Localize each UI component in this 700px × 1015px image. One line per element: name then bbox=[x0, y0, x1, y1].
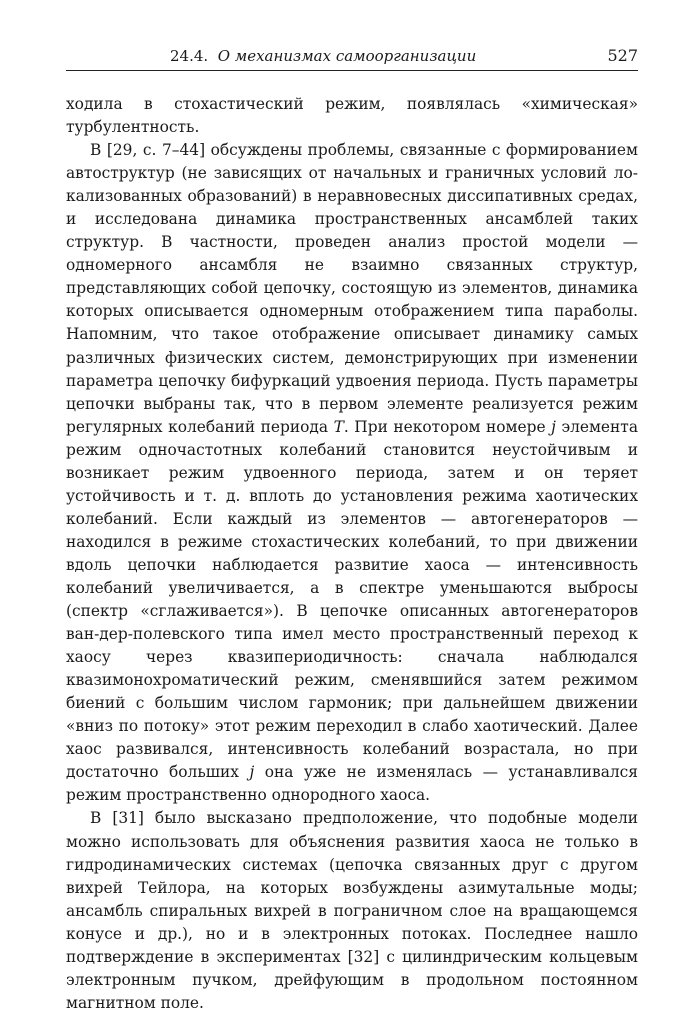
math-variable-j: j bbox=[551, 417, 556, 436]
running-header bbox=[66, 44, 638, 71]
body-text bbox=[66, 93, 638, 1015]
paragraph-electron-flows: В [31] было высказано предположение, что подобные модели можно использовать для объяснения развития хаоса не только в гидродинамических системах (цепочка связанных друг с другом вихрей Тейлора, на которых возбуждены азимутальные моды; ансамбль спиральных вихрей в пограничном слое на вращающемся конусе и др.), но и в электронных потоках. Последнее нашло подтверждение в экспериментах [32] с цилиндрическим кольцевым электронным пучком, дрейфующим в продольном постоянном магнитном поле. bbox=[66, 809, 638, 1012]
paragraph-text: элемента режим одночастотных колебаний становится неустойчивым и возникает режим удвоенного периода, затем и он теряет устойчивость и т. д. вплоть до установления режима хаотических колебаний. Если каждый из элементов — автогенераторов — находился в режиме стохастических колебаний, то при движении вдоль цепочки наблюдается развитие хаоса — интенсивность колебаний увеличивается, а в спектре уменьшаются выбросы (спектр «сглаживается»). В цепочке описанных автогенераторов ван-дер-полевского типа имел место пространственный переход к хаосу через квазипериодичность: сначала наблюдался квазимонохроматический режим, сменявшийся затем режимом биений с большим числом гармоник; при дальнейшем движении «вниз по потоку» этот режим переходил в слабо хаотический. Далее хаос развивался, интенсивность колебаний возрастала, но при достаточно больших bbox=[66, 417, 638, 782]
paragraph-text: . При некотором номере bbox=[343, 417, 552, 436]
section-title: О механизмах самоорганизации bbox=[217, 47, 477, 65]
book-page bbox=[66, 44, 638, 1015]
page-number: 527 bbox=[607, 46, 638, 65]
running-header-title bbox=[170, 47, 476, 65]
paragraph-continuation: ходила в стохастический режим, появлялась «химическая» турбулентность. bbox=[66, 95, 638, 137]
paragraph-autostructures bbox=[66, 139, 638, 807]
math-variable-j: j bbox=[249, 763, 255, 782]
math-variable-T: T bbox=[333, 417, 344, 436]
section-number: 24.4. bbox=[170, 47, 209, 65]
paragraph-text: В [29, с. 7–44] обсуждены проблемы, связанные с формированием автоструктур (не зависящих от начальных и граничных условий локализованных образований) в неравновесных диссипативных средах, и исследована динамика пространственных ансамблей таких структур. В частности, проведен анализ простой модели — одномерного ансамбля не взаимно связанных структур, представляющих собой цепочку, состоящую из элементов, динамика которых описывается одномерным отображением типа параболы. Напомним, что такое отображение описывает динамику самых различных физических систем, демонстрирующих при изменении параметра цепочку бифуркаций удвоения периода. Пусть параметры цепочки выбраны так, что в первом элементе реализуется режим регулярных колебаний периода bbox=[66, 141, 638, 436]
paragraph-text: она уже не изменялась — устанавливался режим пространственно однородного хаоса. bbox=[66, 763, 638, 805]
